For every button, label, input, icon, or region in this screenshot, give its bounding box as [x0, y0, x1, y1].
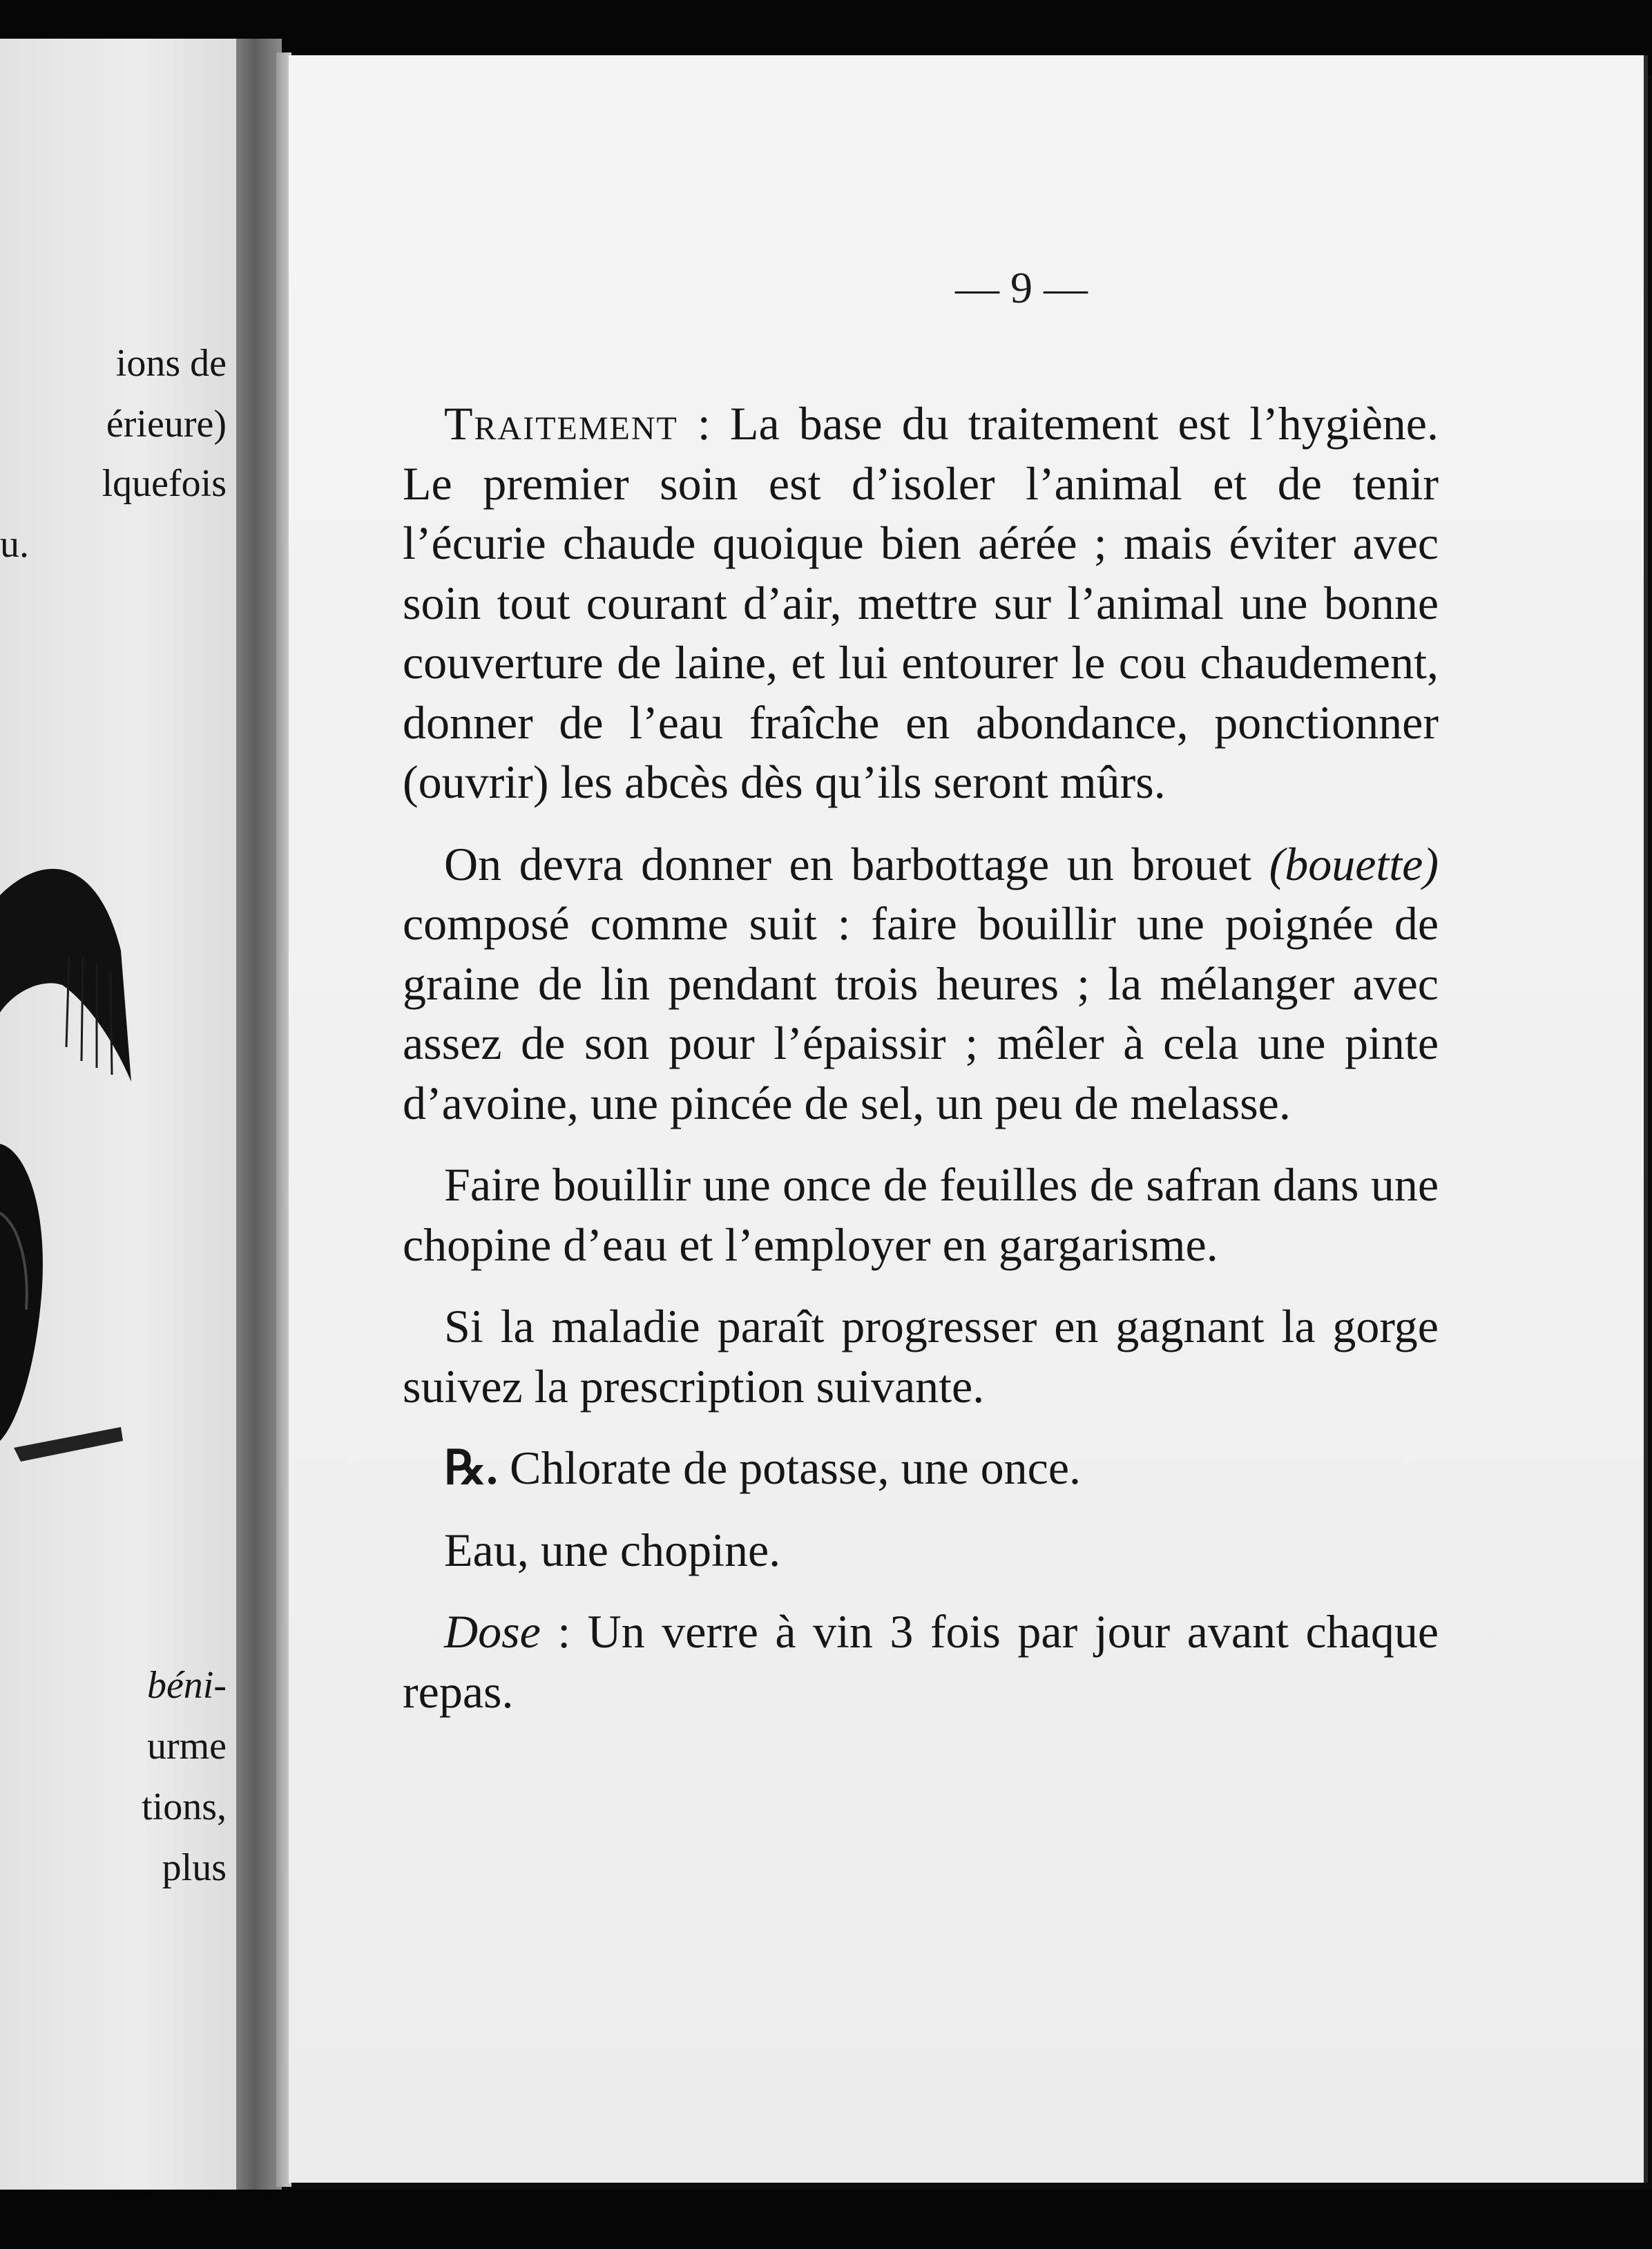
page-body: [403, 394, 1439, 1721]
paragraph-text: On devra donner en barbottage un brouet: [444, 837, 1269, 890]
italic-term: (bouette): [1269, 837, 1439, 890]
left-page-line: urme: [146, 1725, 227, 1768]
left-page-line: lquefois: [102, 462, 227, 505]
left-page-line: érieure): [106, 403, 227, 446]
paragraph-text: Si la maladie paraît progresser en gagnant la gorge suivez la prescription suivante.: [403, 1300, 1439, 1413]
paragraph-eau: [403, 1520, 1439, 1580]
recipe-symbol: ℞.: [444, 1442, 498, 1494]
paragraph-traitement: [403, 394, 1439, 812]
left-page-line: u.: [0, 523, 29, 566]
page-number: — 9 —: [955, 263, 1088, 312]
left-page-line: béni-: [146, 1664, 227, 1707]
left-page-line: plus: [162, 1846, 227, 1889]
paragraph-text: composé comme suit : faire bouillir une poignée de graine de lin pendant trois heures ; la mélanger avec assez de son pour l’épaissir ; mêler à cela une pinte d’avoine, une pincée de sel, un peu de melasse.: [403, 897, 1439, 1129]
left-page-line: tions,: [142, 1786, 227, 1828]
paragraph-prescription: [403, 1296, 1439, 1416]
paragraph-recipe: [403, 1438, 1439, 1498]
section-lead: Dose: [444, 1605, 541, 1658]
main-page: [289, 55, 1648, 2183]
paragraph-text: Eau, une chopine.: [444, 1523, 781, 1576]
paragraph-text: Faire bouillir une once de feuilles de safran dans une chopine d’eau et l’employer en gargarisme.: [403, 1158, 1439, 1271]
paragraph-safran: [403, 1155, 1439, 1274]
left-page: [0, 39, 238, 2190]
left-page-line: ions de: [115, 342, 227, 385]
film-border-bottom: [0, 2190, 1652, 2249]
paragraph-dose: [403, 1602, 1439, 1721]
book-gutter: [236, 39, 282, 2190]
illustration-fragment: [0, 854, 236, 1531]
paragraph-text: Chlorate de potasse, une once.: [497, 1442, 1082, 1494]
paragraph-text: Un verre à vin 3 fois par jour avant chaque repas.: [403, 1605, 1439, 1718]
lead-separator: :: [540, 1605, 588, 1658]
paragraph-brouet: [403, 834, 1439, 1133]
section-lead: Traitement: [444, 397, 678, 450]
lead-separator: :: [678, 397, 730, 450]
paragraph-text: La base du traitement est l’hygiène. Le premier soin est d’isoler l’animal et de tenir l’écurie chaude quoique bien aérée ; mais éviter avec soin tout courant d’air, mettre sur l’animal une bonne couverture de laine, et lui entourer le cou chaudement, donner de l’eau fraîche en abondance, ponctionner (ouvrir) les abcès dès qu’ils seront mûrs.: [403, 397, 1439, 808]
